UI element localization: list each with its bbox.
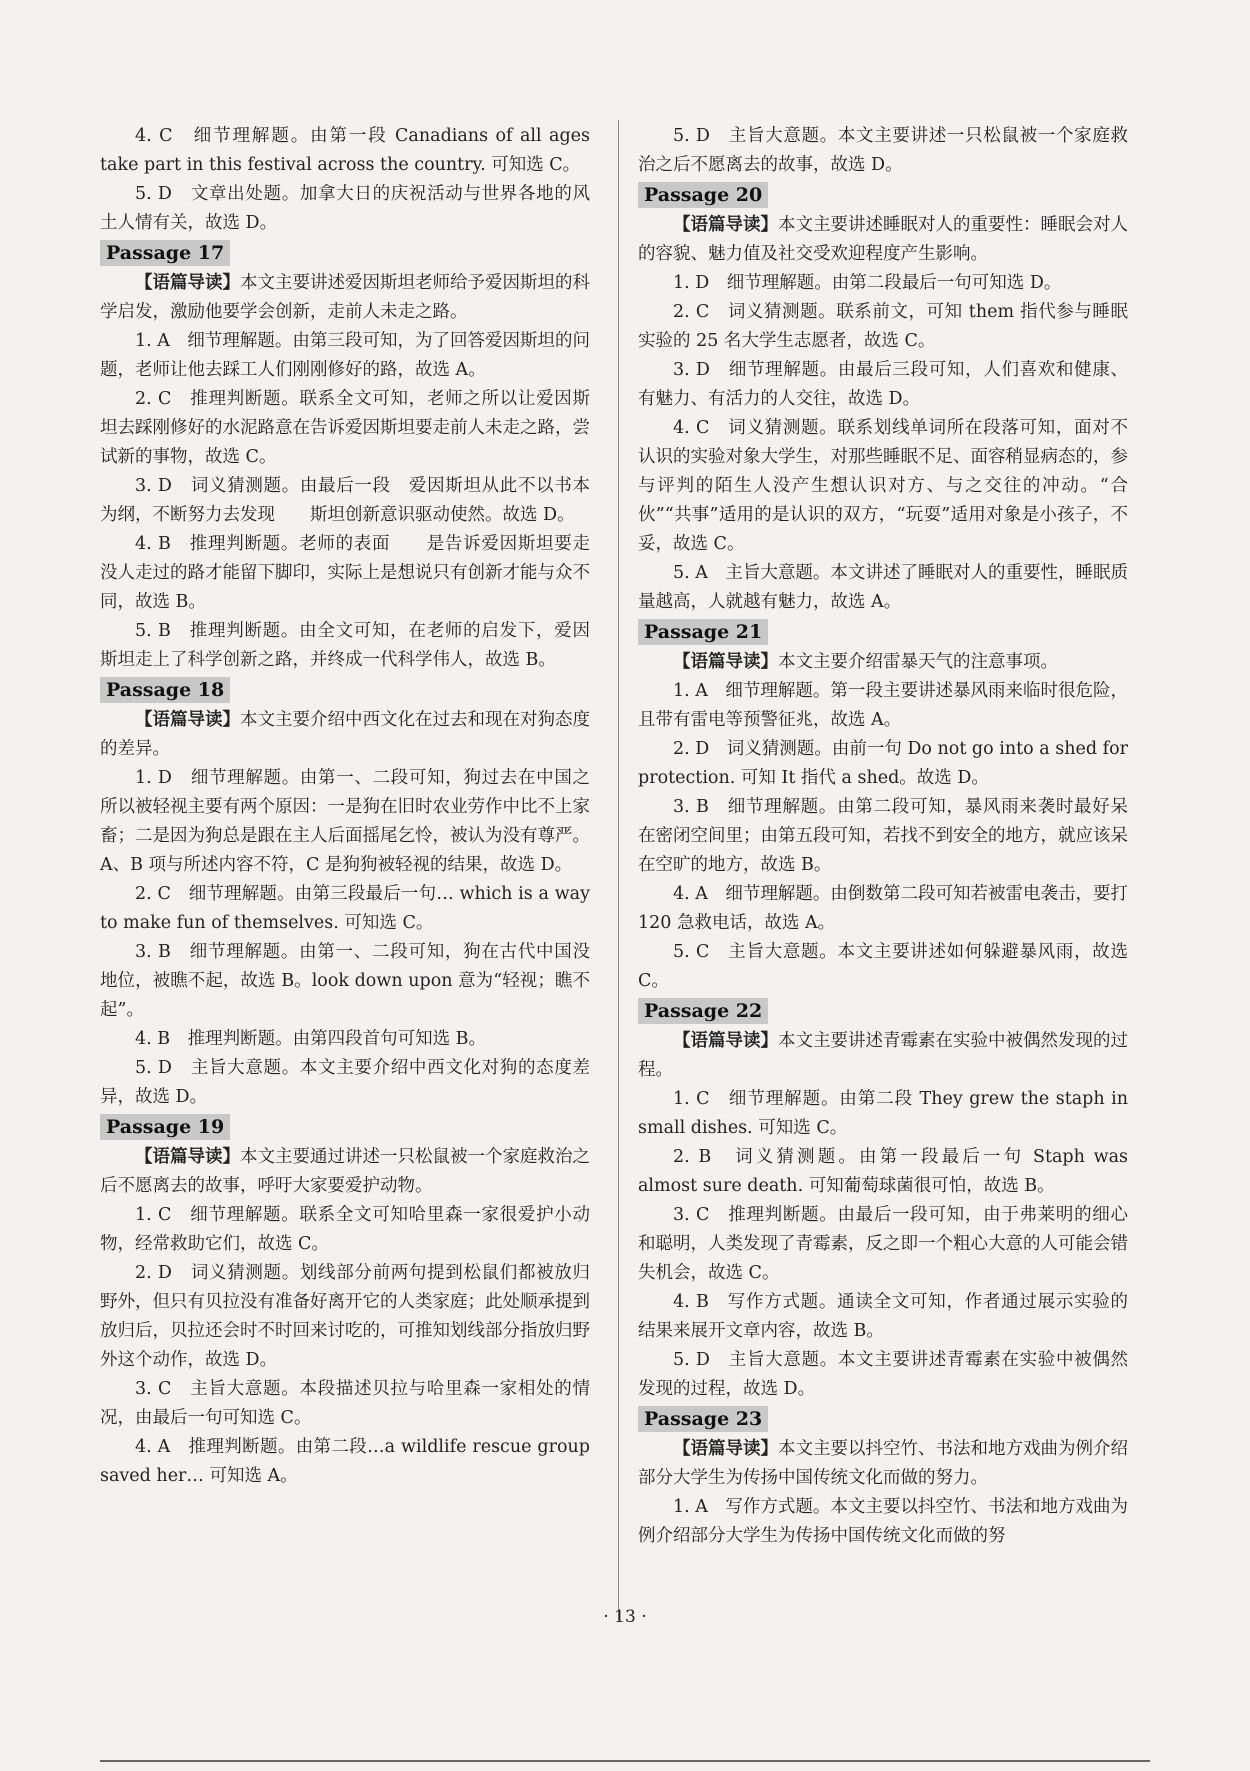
answer-item: 5. D 文章出处题。加拿大日的庆祝活动与世界各地的风土人情有关，故选 D。 <box>100 184 590 233</box>
guide-label: 【语篇导读】 <box>135 710 240 730</box>
passage-heading: Passage 22 <box>638 998 768 1024</box>
answer-item: 3. C 主旨大意题。本段描述贝拉与哈里森一家相处的情况，由最后一句可知选 C。 <box>100 1379 590 1428</box>
passage-heading: Passage 18 <box>100 677 230 703</box>
answer-item: 4. B 推理判断题。由第四段首句可知选 B。 <box>135 1029 487 1049</box>
passage-guide <box>100 1143 590 1201</box>
passage-heading: Passage 19 <box>100 1114 230 1140</box>
guide-label: 【语篇导读】 <box>673 1439 778 1459</box>
column-divider <box>618 120 619 1620</box>
passage-heading: Passage 17 <box>100 240 230 266</box>
passage-guide <box>638 1435 1128 1493</box>
passage-guide <box>638 1027 1128 1085</box>
answer-item: 1. A 细节理解题。第一段主要讲述暴风雨来临时很危险，且带有雷电等预警征兆，故选 A。 <box>638 681 1128 730</box>
answer-item: 1. C 细节理解题。由第二段 They grew the staph in small dishes. 可知选 C。 <box>638 1089 1128 1138</box>
passage-heading-row <box>100 238 590 269</box>
answer-item: 2. D 词义猜测题。由前一句 Do not go into a shed for protection. 可知 It 指代 a shed。故选 D。 <box>638 739 1128 788</box>
answer-item: 1. A 细节理解题。由第三段可知，为了回答爱因斯坦的问题，老师让他去踩工人们刚刚修好的路，故选 A。 <box>100 331 590 380</box>
answer-item: 3. B 细节理解题。由第二段可知，暴风雨来袭时最好呆在密闭空间里；由第五段可知，若找不到安全的地方，就应该呆在空旷的地方，故选 B。 <box>638 797 1128 875</box>
guide-text: 本文主要通过讲述一只松鼠被一个家庭救治之后不愿离去的故事，呼吁大家要爱护动物。 <box>100 1147 590 1196</box>
answer-item: 2. C 词义猜测题。联系前文，可知 them 指代参与睡眠实验的 25 名大学生志愿者，故选 C。 <box>638 302 1128 351</box>
passage-guide <box>100 269 590 327</box>
answer-item: 3. D 词义猜测题。由最后一段 爱因斯坦从此不以书本为纲，不断努力去发现 斯坦创新意识驱动使然。故选 D。 <box>100 476 590 525</box>
passage-guide <box>638 648 1128 677</box>
answer-item: 4. C 词义猜测题。联系划线单词所在段落可知，面对不认识的实验对象大学生，对那些睡眠不足、面容稍显病态的，参与评判的陌生人没产生想认识对方、与之交往的冲动。“合伙”“共事”适用的是认识的双方，“玩耍”适用对象是小孩子，不妥，故选 C。 <box>638 418 1128 554</box>
passage-heading-row <box>638 617 1128 648</box>
guide-label: 【语篇导读】 <box>673 652 778 672</box>
guide-text: 本文主要介绍中西文化在过去和现在对狗态度的差异。 <box>100 710 590 759</box>
bottom-rule <box>100 1760 1150 1762</box>
answer-item: 2. C 推理判断题。联系全文可知，老师之所以让爱因斯坦去踩刚修好的水泥路意在告诉爱因斯坦要走前人未走之路，尝试新的事物，故选 C。 <box>100 389 590 467</box>
answer-item: 4. C 细节理解题。由第一段 Canadians of all ages take part in this festival across the country. 可知选 C。 <box>100 126 590 175</box>
answer-item: 5. A 主旨大意题。本文讲述了睡眠对人的重要性，睡眠质量越高，人就越有魅力，故选 A。 <box>638 563 1128 612</box>
guide-text: 本文主要讲述睡眠对人的重要性：睡眠会对人的容貌、魅力值及社交受欢迎程度产生影响。 <box>638 215 1128 264</box>
guide-label: 【语篇导读】 <box>673 215 778 235</box>
answer-item: 5. C 主旨大意题。本文主要讲述如何躲避暴风雨，故选 C。 <box>638 942 1128 991</box>
guide-label: 【语篇导读】 <box>135 273 240 293</box>
answer-item: 4. A 细节理解题。由倒数第二段可知若被雷电袭击，要打 120 急救电话，故选 A。 <box>638 884 1128 933</box>
answer-item: 1. C 细节理解题。联系全文可知哈里森一家很爱护小动物，经常救助它们，故选 C。 <box>100 1205 590 1254</box>
answer-item: 1. D 细节理解题。由第一、二段可知，狗过去在中国之所以被轻视主要有两个原因：一是狗在旧时农业劳作中比不上家畜；二是因为狗总是跟在主人后面摇尾乞怜，被认为没有尊严。A、B 项与所述内容不符，C 是狗狗被轻视的结果，故选 D。 <box>100 768 590 875</box>
page-number: · 13 · <box>603 1607 647 1627</box>
guide-text: 本文主要以抖空竹、书法和地方戏曲为例介绍部分大学生为传扬中国传统文化而做的努力。 <box>638 1439 1128 1488</box>
answer-item: 2. C 细节理解题。由第三段最后一句… which is a way to make fun of themselves. 可知选 C。 <box>100 884 590 933</box>
answer-item: 4. B 推理判断题。老师的表面 是告诉爱因斯坦要走没人走过的路才能留下脚印，实际上是想说只有创新才能与众不同，故选 B。 <box>100 534 590 612</box>
left-column <box>100 122 590 1491</box>
answer-item: 3. B 细节理解题。由第一、二段可知，狗在古代中国没地位，被瞧不起，故选 B。look down upon 意为“轻视；瞧不起”。 <box>100 942 590 1020</box>
answer-item: 4. B 写作方式题。通读全文可知，作者通过展示实验的结果来展开文章内容，故选 B。 <box>638 1292 1128 1341</box>
passage-guide <box>100 706 590 764</box>
answer-item: 5. D 主旨大意题。本文主要介绍中西文化对狗的态度差异，故选 D。 <box>100 1058 590 1107</box>
guide-text: 本文主要讲述青霉素在实验中被偶然发现的过程。 <box>638 1031 1128 1080</box>
answer-item: 2. D 词义猜测题。划线部分前两句提到松鼠们都被放归野外，但只有贝拉没有准备好离开它的人类家庭；此处顺承提到放归后，贝拉还会时不时回来讨吃的，可推知划线部分指放归野外这个动作，故选 D。 <box>100 1263 590 1370</box>
passage-heading: Passage 23 <box>638 1406 768 1432</box>
passage-heading: Passage 20 <box>638 182 768 208</box>
answer-item: 5. D 主旨大意题。本文主要讲述青霉素在实验中被偶然发现的过程，故选 D。 <box>638 1350 1128 1399</box>
guide-text: 本文主要讲述爱因斯坦老师给予爱因斯坦的科学启发，激励他要学会创新，走前人未走之路。 <box>100 273 590 322</box>
answer-item: 1. D 细节理解题。由第二段最后一句可知选 D。 <box>673 273 1062 293</box>
guide-label: 【语篇导读】 <box>673 1031 778 1051</box>
guide-label: 【语篇导读】 <box>135 1147 240 1167</box>
passage-heading-row <box>638 180 1128 211</box>
answer-item: 4. A 推理判断题。由第二段…a wildlife rescue group saved her… 可知选 A。 <box>100 1437 590 1486</box>
passage-heading-row <box>638 996 1128 1027</box>
answer-item: 2. B 词义猜测题。由第一段最后一句 Staph was almost sure death. 可知葡萄球菌很可怕，故选 B。 <box>638 1147 1128 1196</box>
answer-item: 3. D 细节理解题。由最后三段可知，人们喜欢和健康、有魅力、有活力的人交往，故选 D。 <box>638 360 1128 409</box>
passage-heading-row <box>638 1404 1128 1435</box>
passage-guide <box>638 211 1128 269</box>
right-column <box>638 122 1128 1551</box>
guide-text: 本文主要介绍雷暴天气的注意事项。 <box>778 652 1058 672</box>
answer-item: 5. B 推理判断题。由全文可知，在老师的启发下，爱因斯坦走上了科学创新之路，并终成一代科学伟人，故选 B。 <box>100 621 590 670</box>
answer-item: 3. C 推理判断题。由最后一段可知，由于弗莱明的细心和聪明，人类发现了青霉素，反之即一个粗心大意的人可能会错失机会，故选 C。 <box>638 1205 1128 1283</box>
answer-item: 5. D 主旨大意题。本文主要讲述一只松鼠被一个家庭救治之后不愿离去的故事，故选 D。 <box>638 126 1128 175</box>
passage-heading: Passage 21 <box>638 619 768 645</box>
passage-heading-row <box>100 675 590 706</box>
passage-heading-row <box>100 1112 590 1143</box>
answer-item: 1. A 写作方式题。本文主要以抖空竹、书法和地方戏曲为例介绍部分大学生为传扬中国传统文化而做的努 <box>638 1497 1128 1546</box>
